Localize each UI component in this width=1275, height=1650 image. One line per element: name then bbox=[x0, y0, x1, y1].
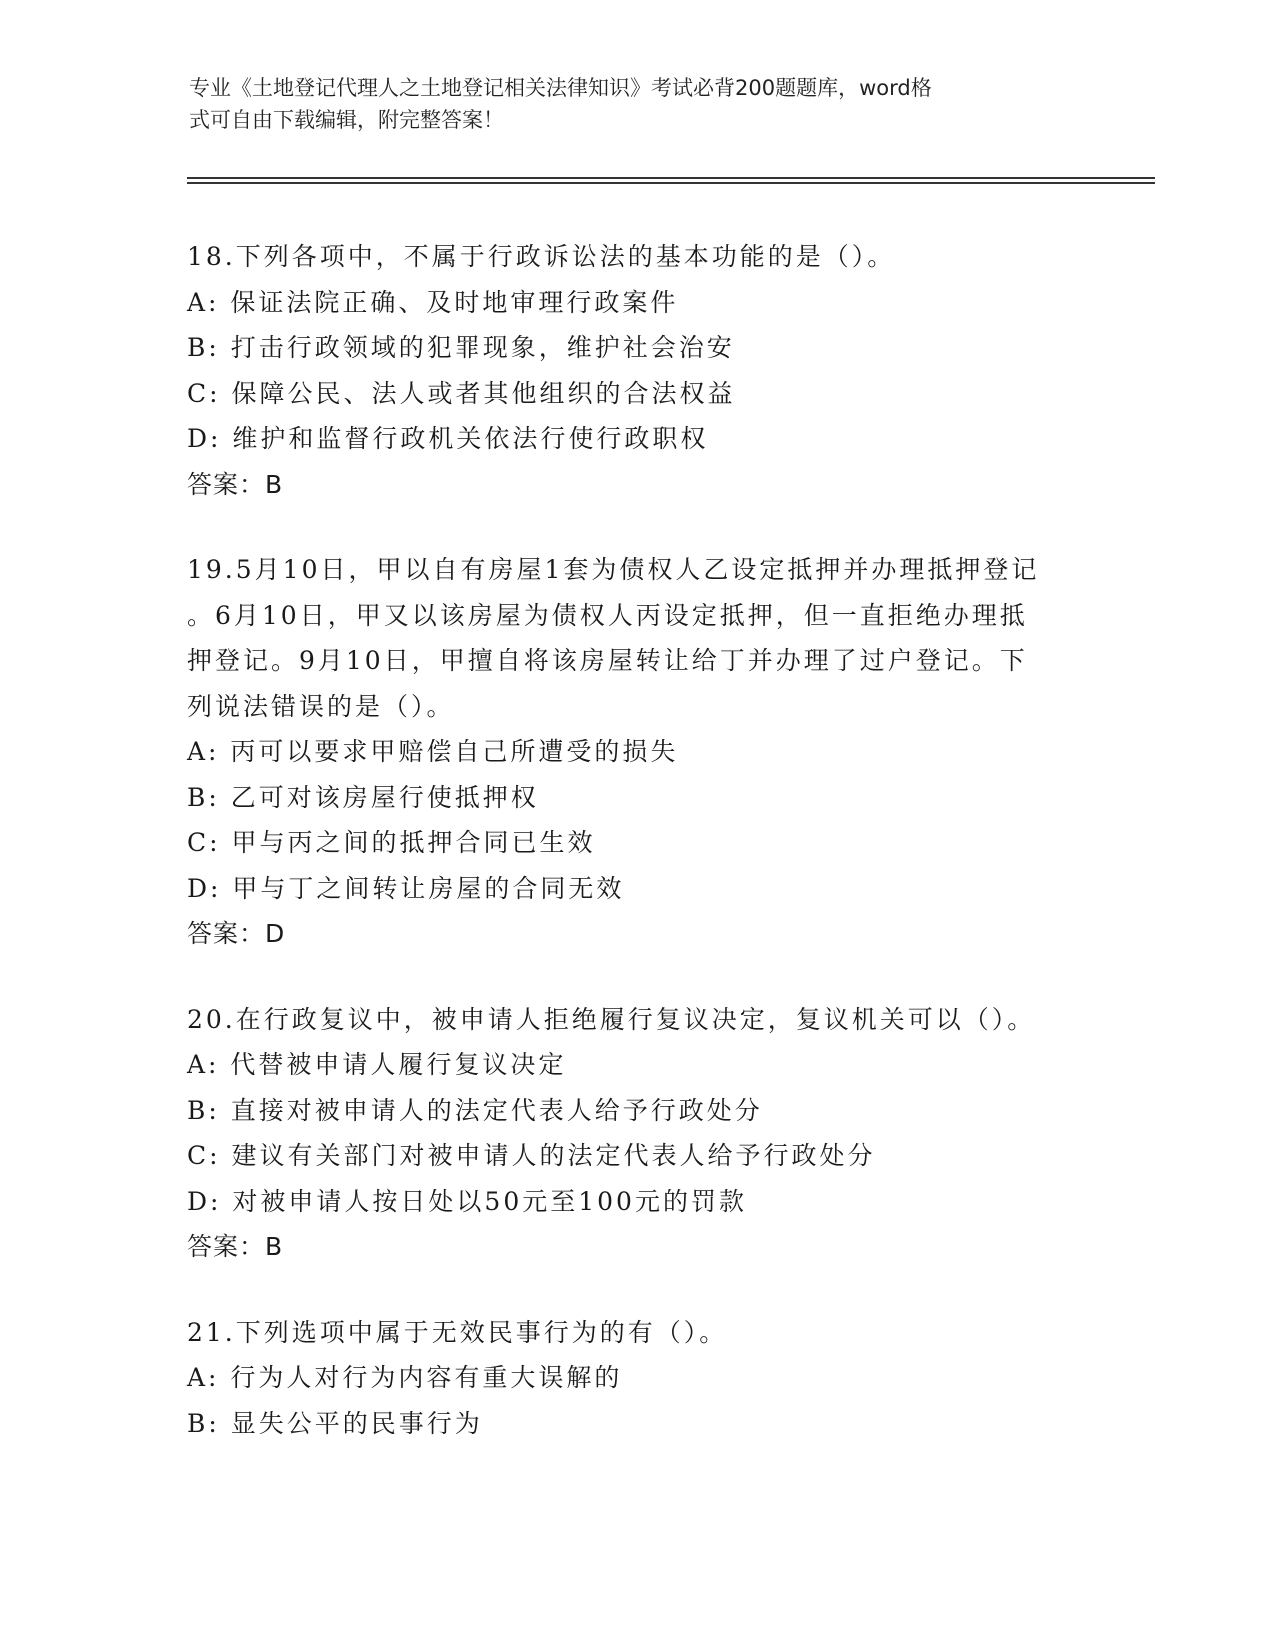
question-stem-line: 押登记。9月10日，甲擅自将该房屋转让给丁并办理了过户登记。下 bbox=[187, 646, 1028, 675]
question-stem-line: 。6月10日，甲又以该房屋为债权人丙设定抵押，但一直拒绝办理抵 bbox=[187, 600, 1028, 630]
question-block bbox=[187, 1310, 1087, 1447]
answer-option: B: 显失公平的民事行为 bbox=[187, 1408, 483, 1438]
answer-key: 答案：D bbox=[187, 919, 286, 948]
answer-option: A: 丙可以要求甲赔偿自己所遭受的损失 bbox=[187, 737, 679, 766]
answer-option: A: 保证法院正确、及时地审理行政案件 bbox=[187, 287, 679, 317]
question-stem-line: 19.5月10日，甲以自有房屋1套为债权人乙设定抵押并办理抵押登记 bbox=[187, 555, 1040, 584]
question-stem-line: 18.下列各项中，不属于行政诉讼法的基本功能的是（）。 bbox=[187, 242, 896, 271]
answer-option: C: 保障公民、法人或者其他组织的合法权益 bbox=[187, 378, 736, 408]
answer-option: D: 对被申请人按日处以50元至100元的罚款 bbox=[187, 1186, 747, 1216]
question-stem-line: 21.下列选项中属于无效民事行为的有（）。 bbox=[187, 1317, 728, 1347]
question-stem-line: 列说法错误的是（）。 bbox=[187, 691, 455, 721]
document-header bbox=[189, 72, 1089, 136]
question-stem-line: 20.在行政复议中，被申请人拒绝履行复议决定，复议机关可以（）。 bbox=[187, 1004, 1036, 1034]
answer-option: C: 甲与丙之间的抵押合同已生效 bbox=[187, 828, 596, 857]
answer-option: B: 直接对被申请人的法定代表人给予行政处分 bbox=[187, 1095, 763, 1125]
answer-key: 答案：B bbox=[187, 1232, 284, 1261]
answer-option: C: 建议有关部门对被申请人的法定代表人给予行政处分 bbox=[187, 1141, 876, 1170]
answer-option: B: 乙可对该房屋行使抵押权 bbox=[187, 782, 539, 812]
question-block bbox=[187, 997, 1087, 1270]
answer-option: A: 行为人对行为内容有重大误解的 bbox=[187, 1363, 623, 1392]
answer-option: B: 打击行政领域的犯罪现象，维护社会治安 bbox=[187, 333, 735, 362]
answer-key: 答案：B bbox=[187, 469, 284, 499]
question-block bbox=[187, 234, 1087, 507]
question-block bbox=[187, 547, 1087, 957]
header-divider-bottom bbox=[187, 182, 1155, 184]
header-divider-top bbox=[187, 177, 1155, 179]
answer-option: D: 维护和监督行政机关依法行使行政职权 bbox=[187, 424, 709, 453]
header-line-1: 专业《土地登记代理人之土地登记相关法律知识》考试必背200题题库，word格 bbox=[189, 76, 932, 100]
answer-option: A: 代替被申请人履行复议决定 bbox=[187, 1050, 567, 1079]
header-line-2: 式可自由下载编辑，附完整答案！ bbox=[189, 108, 504, 132]
question-list bbox=[187, 234, 1087, 1486]
answer-option: D: 甲与丁之间转让房屋的合同无效 bbox=[187, 873, 625, 903]
